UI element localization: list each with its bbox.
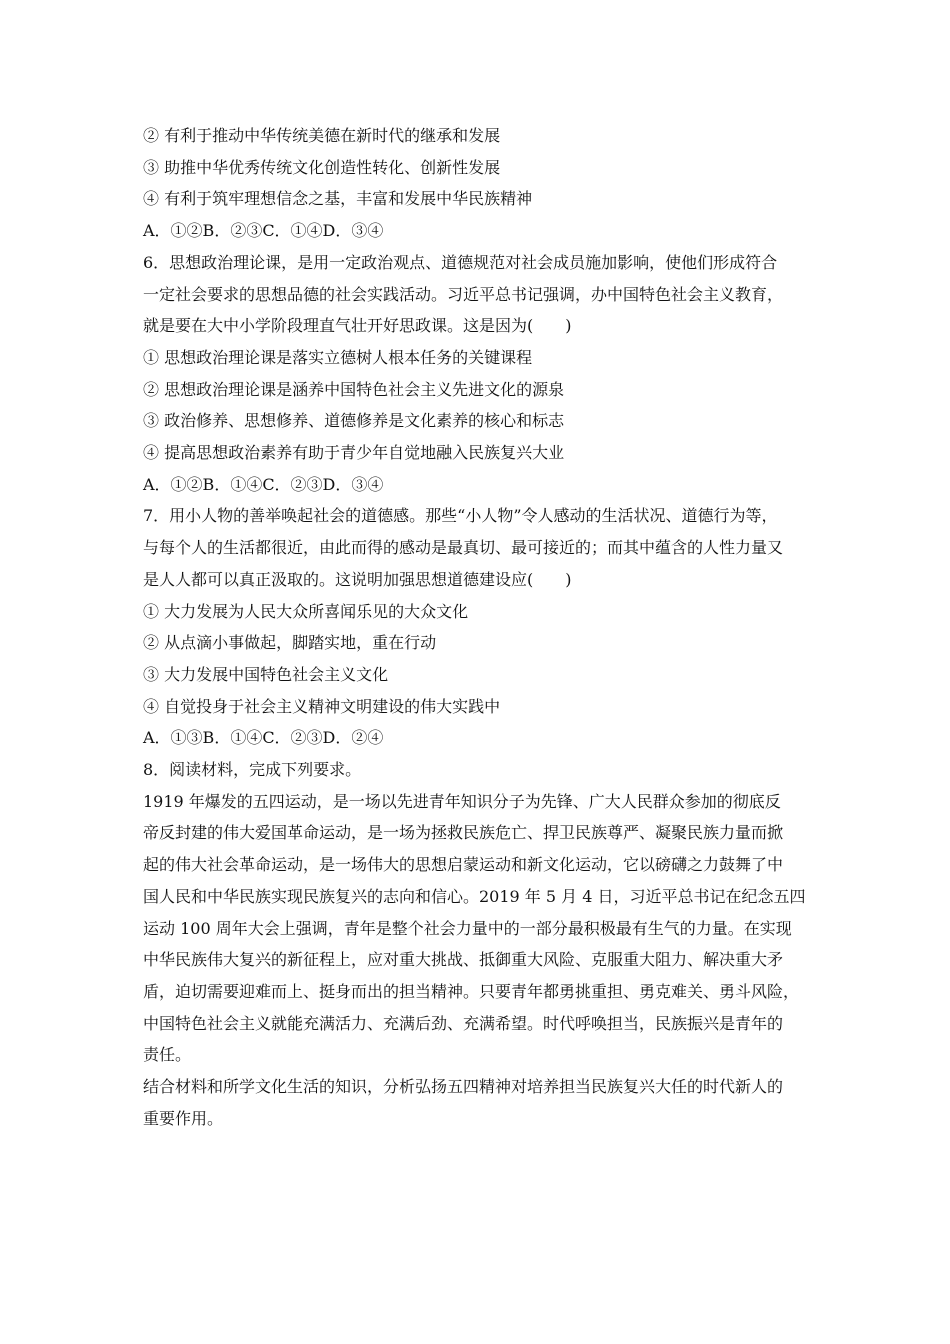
q8-material-line: 帝反封建的伟大爱国革命运动，是一场为拯救民族危亡、捍卫民族尊严、凝聚民族力量而掀 bbox=[143, 823, 784, 843]
q5-choices: A．①②B．②③C．①④D．③④ bbox=[143, 221, 384, 241]
q8-material-line: 国人民和中华民族实现民族复兴的志向和信心。2019 年 5 月 4 日，习近平总书记在纪念五四 bbox=[143, 886, 806, 906]
q8-material-line: 中华民族伟大复兴的新征程上，应对重大挑战、抵御重大风险、克服重大阻力、解决重大矛 bbox=[143, 950, 784, 970]
q6-option-3: ③ 政治修养、思想修养、道德修养是文化素养的核心和标志 bbox=[143, 411, 565, 431]
q5-option-2: ② 有利于推动中华传统美德在新时代的继承和发展 bbox=[143, 126, 501, 145]
q7-stem-line: 7．用小人物的善举唤起社会的道德感。那些“小人物”令人感动的生活状况、道德行为等， bbox=[143, 506, 778, 526]
q7-stem-line: 是人人都可以真正汲取的。这说明加强思想道德建设应( ) bbox=[143, 569, 572, 589]
q6-option-1: ① 思想政治理论课是落实立德树人根本任务的关键课程 bbox=[143, 347, 533, 367]
q8-question-line: 结合材料和所学文化生活的知识，分析弘扬五四精神对培养担当民族复兴大任的时代新人的 bbox=[143, 1077, 784, 1097]
q6-option-4: ④ 提高思想政治素养有助于青少年自觉地融入民族复兴大业 bbox=[143, 443, 565, 463]
q8-question-line: 重要作用。 bbox=[143, 1108, 224, 1128]
q6-stem-line: 6．思想政治理论课，是用一定政治观点、道德规范对社会成员施加影响，使他们形成符合 bbox=[143, 252, 778, 272]
q7-option-2: ② 从点滴小事做起，脚踏实地，重在行动 bbox=[143, 633, 437, 653]
q7-stem-line: 与每个人的生活都很近，由此而得的感动是最真切、最可接近的；而其中蕴含的人性力量又 bbox=[143, 538, 784, 558]
q6-stem-line: 一定社会要求的思想品德的社会实践活动。习近平总书记强调，办中国特色社会主义教育， bbox=[143, 284, 784, 304]
q5-option-3: ③ 助推中华优秀传统文化创造性转化、创新性发展 bbox=[143, 157, 501, 177]
q5-option-4: ④ 有利于筑牢理想信念之基，丰富和发展中华民族精神 bbox=[143, 189, 533, 209]
q6-option-2: ② 思想政治理论课是涵养中国特色社会主义先进文化的源泉 bbox=[143, 379, 565, 399]
q8-material-line: 责任。 bbox=[143, 1045, 192, 1065]
q8-stem: 8．阅读材料，完成下列要求。 bbox=[143, 760, 362, 780]
q8-material-line: 起的伟大社会革命运动，是一场伟大的思想启蒙运动和新文化运动，它以磅礴之力鼓舞了中 bbox=[143, 855, 784, 875]
q7-option-3: ③ 大力发展中国特色社会主义文化 bbox=[143, 664, 389, 684]
q7-option-1: ① 大力发展为人民大众所喜闻乐见的大众文化 bbox=[143, 601, 469, 621]
q8-material-line: 盾，迫切需要迎难而上、挺身而出的担当精神。只要青年都勇挑重担、勇克难关、勇斗风险， bbox=[143, 981, 800, 1001]
q8-material-line: 1919 年爆发的五四运动，是一场以先进青年知识分子为先锋、广大人民群众参加的彻底反 bbox=[143, 791, 781, 811]
q8-material-line: 运动 100 周年大会上强调，青年是整个社会力量中的一部分最积极最有生气的力量。在实现 bbox=[143, 918, 792, 938]
q8-material-line: 中国特色社会主义就能充满活力、充满后劲、充满希望。时代呼唤担当，民族振兴是青年的 bbox=[143, 1013, 784, 1033]
q7-option-4: ④ 自觉投身于社会主义精神文明建设的伟大实践中 bbox=[143, 696, 501, 716]
page-content bbox=[143, 120, 823, 1135]
q6-stem-line: 就是要在大中小学阶段理直气壮开好思政课。这是因为( ) bbox=[143, 316, 572, 336]
q7-choices: A．①③B．①④C．②③D．②④ bbox=[143, 728, 384, 748]
q6-choices: A．①②B．①④C．②③D．③④ bbox=[143, 474, 384, 494]
